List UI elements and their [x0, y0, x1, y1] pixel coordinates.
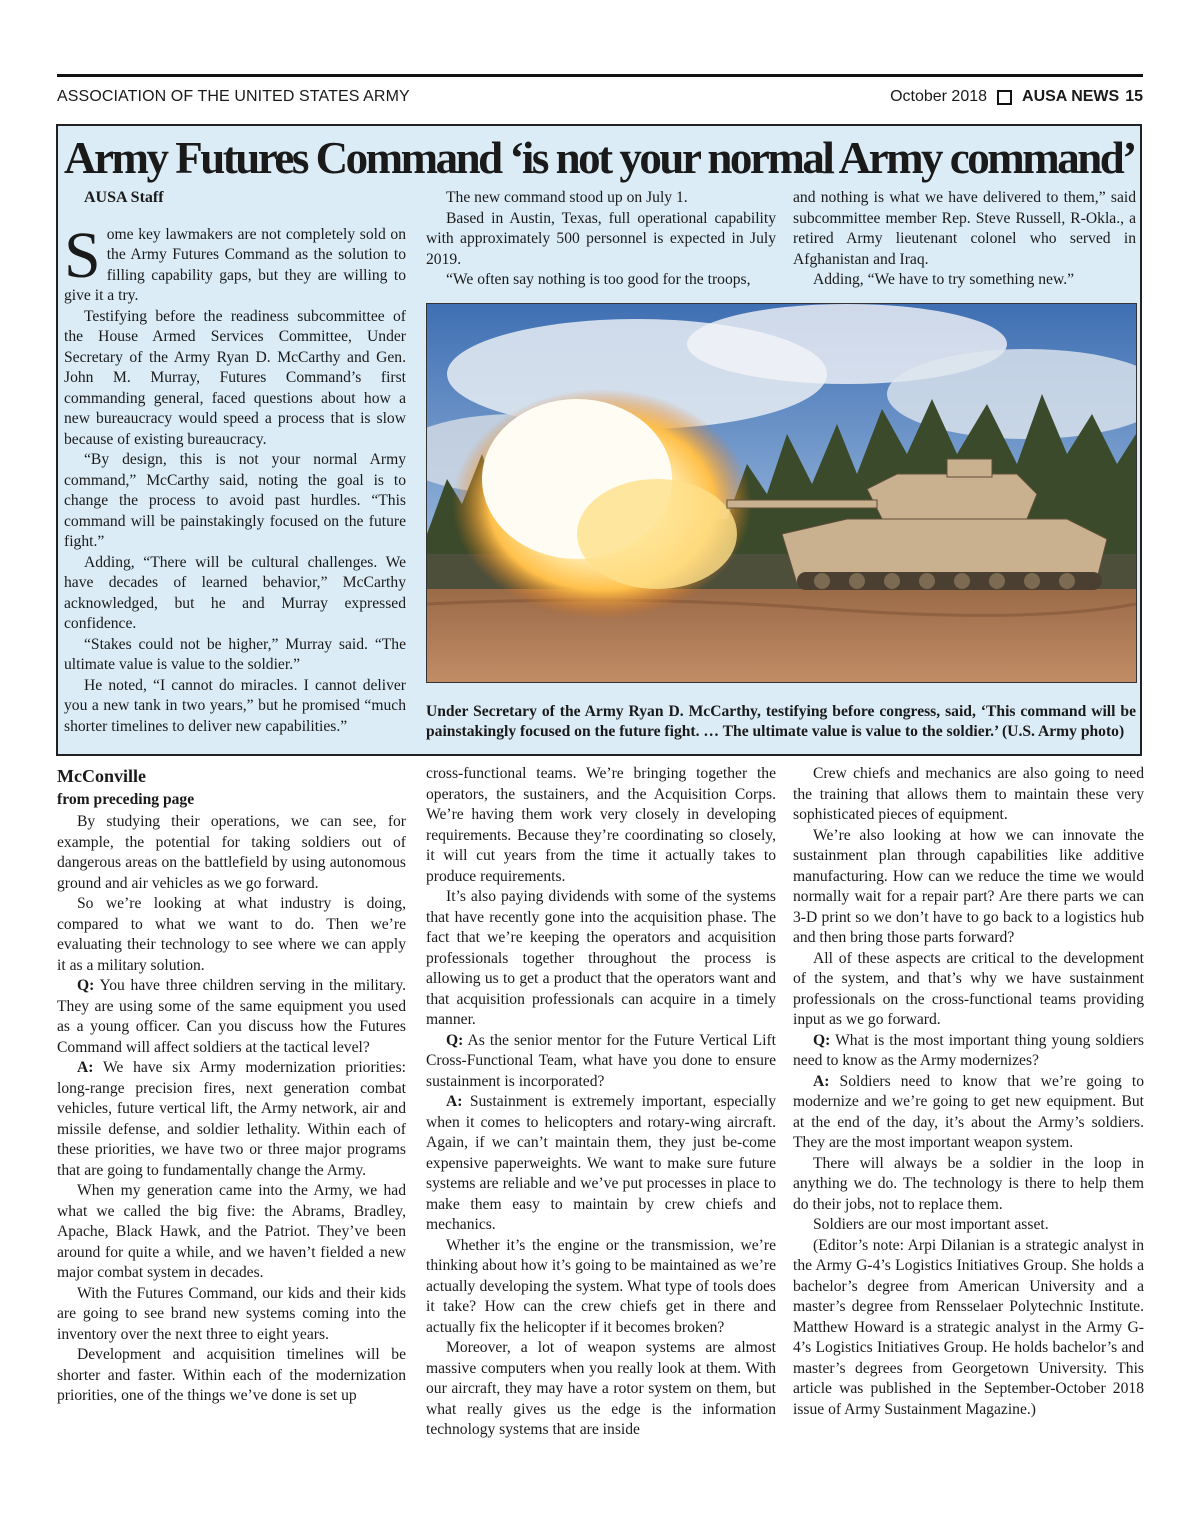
lead-paragraph: Based in Austin, Texas, full operational capability with approximately 500 personnel is expected in July 2019.	[426, 209, 776, 268]
article-paragraph: So we’re looking at what industry is doing, compared to what we want to do. Then we’re evaluating their technology to see where we can apply it as a military solution.	[57, 895, 406, 974]
continuation-subkicker: from preceding page	[57, 791, 195, 808]
header-page-number: 15	[1125, 88, 1143, 105]
article-paragraph: cross-functional teams. We’re bringing together the operators, the sustainers, and the Acquisition Corps. We’re having them work very closely in developing requirements. Because they’re coordinating so closely, it will cut years from the time it actually takes to produce requirements.	[426, 765, 776, 885]
header-publication: AUSA NEWS	[1022, 88, 1120, 105]
article-paragraph: Moreover, a lot of weapon systems are almost massive computers when you really look at them. With our aircraft, they may have a rotor system on them, but what really gives us the edge is the information technology systems that are inside	[426, 1339, 776, 1438]
lead-paragraph: Testifying before the readiness subcommittee of the House Armed Services Committee, Under Secretary of the Army Ryan D. McCarthy and Gen. John M. Murray, Futures Command’s first commanding general, faced questions about how a new bureaucracy would speed a process that is slow because of existing bureaucracy.	[64, 307, 406, 448]
photo-caption: Under Secretary of the Army Ryan D. McCarthy, testifying before congress, said, ‘This command will be painstakingly focused on the future fight. … The ultimate value is value to the soldier.’ (U.S. Army photo)	[426, 702, 1136, 741]
byline: AUSA Staff	[84, 189, 164, 206]
header-meta	[890, 88, 1143, 106]
answer-paragraph: A: We have six Army modernization priorities: long-range precision fires, next generation combat vehicles, future vertical lift, the Army network, air and missile defense, and soldier lethality. Within each of these priorities, we have two or three major programs that are going to fundamentally change the Army.	[57, 1059, 406, 1179]
lead-paragraph: Some key lawmakers are not completely sold on the Army Futures Command as the solution to filling capability gaps, but they are willing to give it a try.	[64, 218, 406, 304]
lead-paragraph: He noted, “I cannot do miracles. I cannot deliver you a new tank in two years,” but he promised “much shorter timelines to deliver new capabilities.”	[64, 676, 406, 735]
lead-paragraph: and nothing is what we have delivered to them,” said subcommittee member Rep. Steve Russell, R-Okla., a retired Army lieutenant colonel who served in Afghanistan and Iraq.	[793, 189, 1136, 268]
article-paragraph: With the Futures Command, our kids and their kids are going to see brand new systems coming into the inventory over the next three to eight years.	[57, 1284, 406, 1343]
header-rule	[57, 74, 1143, 77]
article-paragraph: Whether it’s the engine or the transmission, we’re thinking about how it’s going to be maintained as we’re actually developing the system. What type of tools does it take? How can the crew chiefs get in there and actually fix the helicopter if it becomes broken?	[426, 1236, 776, 1336]
lead-column-2	[426, 188, 776, 291]
answer-paragraph: A: Soldiers need to know that we’re going to modernize and we’re going to get new equipment. But at the end of the day, it’s about the Army’s soldiers. They are the most important weapon system.	[793, 1072, 1144, 1151]
answer-paragraph: A: Sustainment is extremely important, especially when it comes to helicopters and rotary-wing aircraft. Again, if we can’t maintain them, they just be-come expensive paperweights. We want to make sure future systems are reliable and we’ve put processes in place to make them easy to maintain by crew chiefs and mechanics.	[426, 1093, 776, 1233]
lead-column-3	[793, 188, 1136, 291]
continuation-kicker: McConville	[57, 766, 146, 786]
article-paragraph: All of these aspects are critical to the development of the system, and that’s why we have sustainment professionals on the cross-functional teams providing input as we go forward.	[793, 949, 1144, 1028]
article-paragraph: It’s also paying dividends with some of the systems that have recently gone into the acquisition phase. The fact that we’re keeping the operators and acquisition professionals together throughout the process is allowing us to get a product that the operators want and that acquisition professionals can acquire in a timely manner.	[426, 888, 776, 1028]
question-paragraph: Q: As the senior mentor for the Future Vertical Lift Cross-Functional Team, what have you done to ensure sustainment is incorporated?	[426, 1031, 776, 1090]
square-bullet-icon	[997, 90, 1012, 105]
story2-column-2	[426, 764, 776, 1441]
article-paragraph: When my generation came into the Army, we had what we called the big five: the Abrams, Bradley, Apache, Black Hawk, and the Patriot. They’ve been around for quite a while, and we haven’t fielded a new major combat system in decades.	[57, 1182, 406, 1281]
lead-paragraph: “Stakes could not be higher,” Murray said. “The ultimate value is value to the soldier.”	[64, 635, 406, 673]
article-paragraph: By studying their operations, we can see, for example, the potential for taking soldiers out of dangerous areas on the battlefield by using autonomous ground and air vehicles as we go forward.	[57, 813, 406, 892]
article-paragraph: Development and acquisition timelines will be shorter and faster. Within each of the modernization priorities, one of the things we’ve done is set up	[57, 1346, 406, 1404]
lead-paragraph: “We often say nothing is too good for the troops,	[446, 271, 751, 288]
drop-cap: S	[64, 218, 101, 292]
editors-note: (Editor’s note: Arpi Dilanian is a strategic analyst in the Army G-4’s Logistics Initiatives Group. She holds a bachelor’s degree from American University and a master’s degree from Rensselaer Polytechnic Institute. Matthew Howard is a strategic analyst in the Army G-4’s Logistics Initiatives Group. He holds bachelor’s and master’s degrees from Georgetown University. This article was published in the September-October 2018 issue of Army Sustainment Magazine.)	[793, 1236, 1144, 1418]
question-paragraph: Q: You have three children serving in the military. They are using some of the same equipment you used as a young officer. Can you discuss how the Futures Command will affect soldiers at the tactical level?	[57, 977, 406, 1056]
article-paragraph: There will always be a soldier in the loop in anything we do. The technology is there to help them do their jobs, not to replace them.	[793, 1154, 1144, 1213]
article-paragraph: Soldiers are our most important asset.	[813, 1216, 1049, 1233]
headline: Army Futures Command ‘is not your normal Army command’	[64, 133, 1135, 183]
lead-column-1	[64, 188, 406, 737]
lead-paragraph: The new command stood up on July 1.	[446, 189, 688, 206]
article-paragraph: We’re also looking at how we can innovate the sustainment plan through capabilities like additive manufacturing. How can we reduce the time we would normally wait for a repair part? Are there parts we can 3-D print so we don’t have to go back to a logistics hub and then bring those parts forward?	[793, 826, 1144, 946]
story2-column-3	[793, 764, 1144, 1420]
lead-paragraph: Adding, “There will be cultural challenges. We have decades of learned behavior,” McCarthy acknowledged, but he and Murray expressed confidence.	[64, 553, 406, 632]
question-paragraph: Q: What is the most important thing young soldiers need to know as the Army modernizes?	[793, 1031, 1144, 1069]
header-org: ASSOCIATION OF THE UNITED STATES ARMY	[57, 88, 410, 105]
lead-paragraph: Adding, “We have to try something new.”	[813, 271, 1075, 288]
article-paragraph: Crew chiefs and mechanics are also going to need the training that allows them to maintain these very sophisticated pieces of equipment.	[793, 765, 1144, 823]
story2-column-1	[57, 764, 406, 1407]
lead-paragraph: “By design, this is not your normal Army command,” McCarthy said, noting the goal is to change the process to avoid past hurdles. “This command will be painstakingly focused on the future fight.”	[64, 451, 406, 550]
header-date: October 2018	[890, 88, 988, 105]
tank-firing-photo	[426, 303, 1137, 683]
